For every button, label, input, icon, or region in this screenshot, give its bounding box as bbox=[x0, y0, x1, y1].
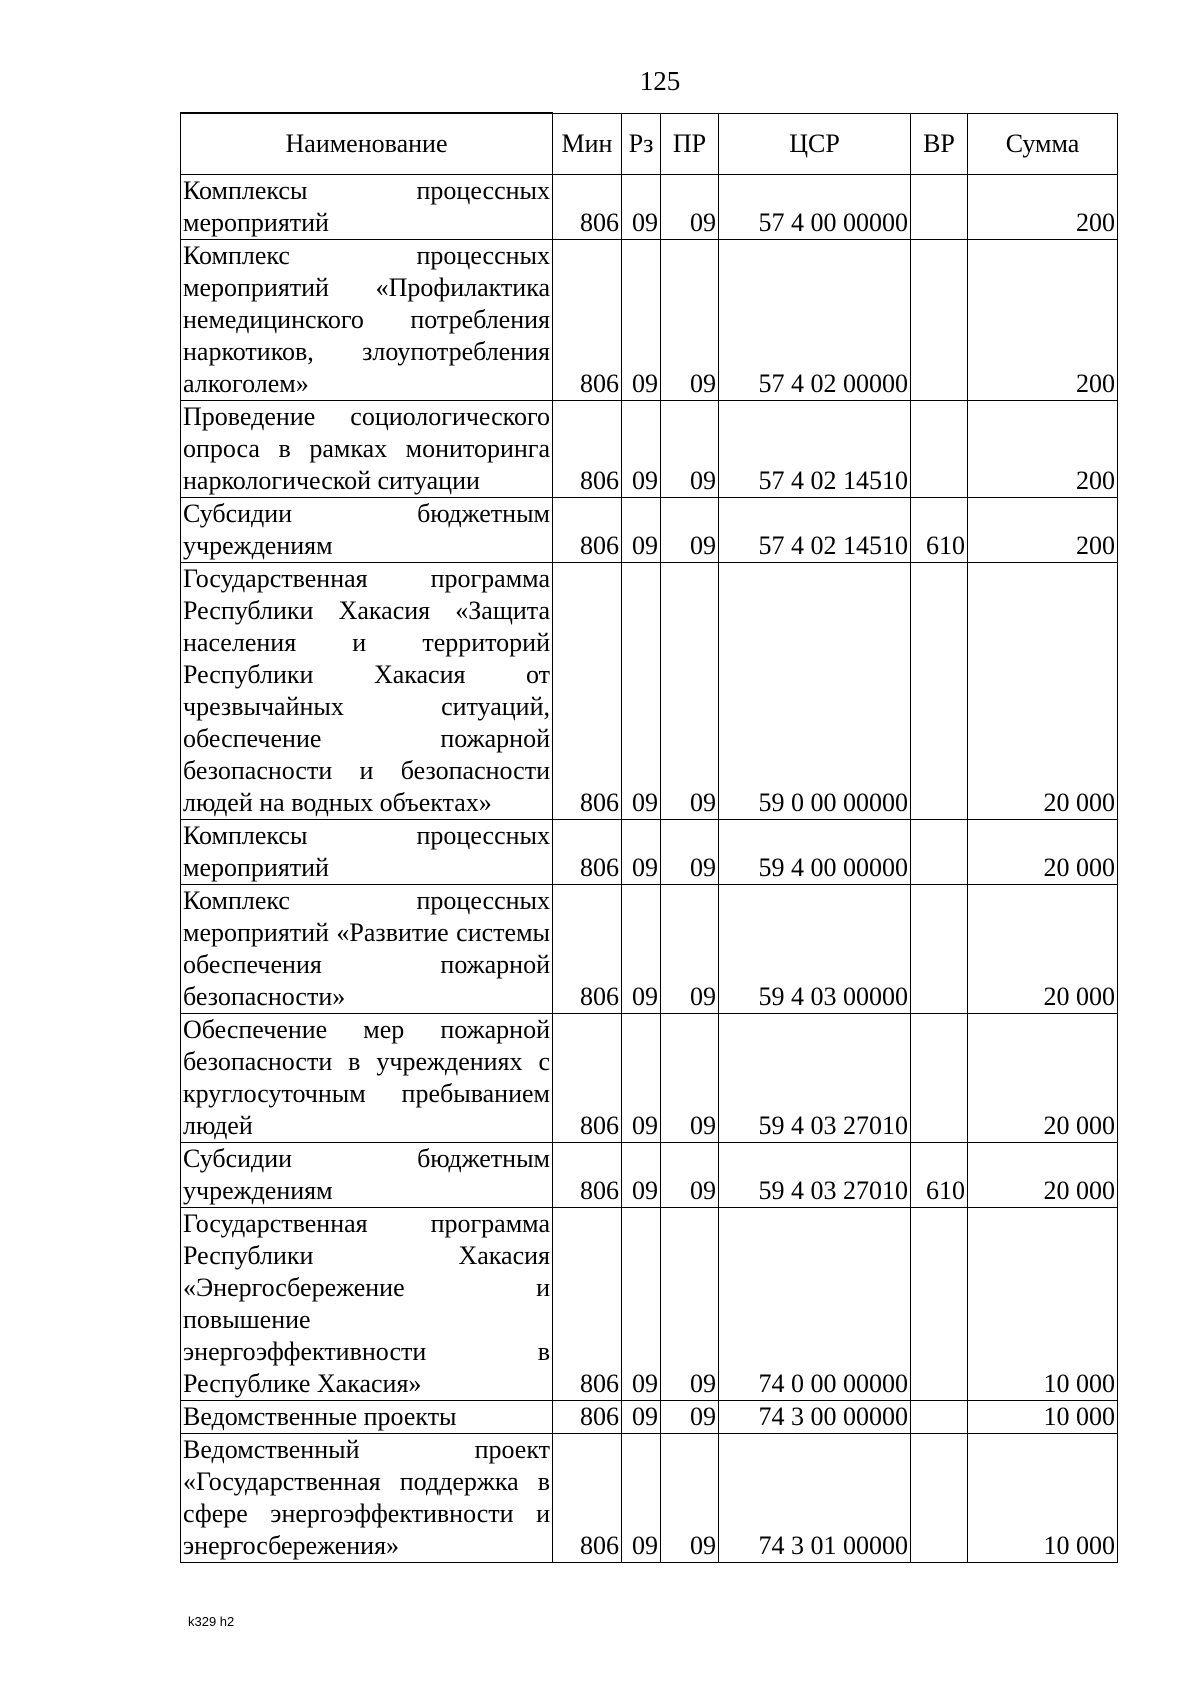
row-min: 806 bbox=[553, 498, 622, 563]
row-vr bbox=[911, 885, 968, 1014]
row-sum: 20 000 bbox=[968, 1014, 1118, 1143]
row-name: Ведомственный проект «Государственная поддержка в сфере энергоэффективности и энергосбережения» bbox=[181, 1434, 553, 1563]
row-min: 806 bbox=[553, 401, 622, 498]
row-min: 806 bbox=[553, 1208, 622, 1401]
row-csr: 59 4 03 27010 bbox=[719, 1014, 911, 1143]
row-rz: 09 bbox=[622, 401, 661, 498]
row-sum: 200 bbox=[968, 240, 1118, 401]
row-vr: 610 bbox=[911, 1143, 968, 1208]
row-min: 806 bbox=[553, 885, 622, 1014]
row-name: Субсидии бюджетным учреждениям bbox=[181, 1143, 553, 1208]
row-pr: 09 bbox=[661, 1401, 719, 1434]
row-min: 806 bbox=[553, 240, 622, 401]
row-name: Государственная программа Республики Хакасия «Энергосбережение и повышение энергоэффективности в Республике Хакасия» bbox=[181, 1208, 553, 1401]
row-csr: 74 3 01 00000 bbox=[719, 1434, 911, 1563]
row-name: Проведение социологического опроса в рамках мониторинга наркологической ситуации bbox=[181, 401, 553, 498]
row-rz: 09 bbox=[622, 885, 661, 1014]
row-rz: 09 bbox=[622, 240, 661, 401]
row-pr: 09 bbox=[661, 498, 719, 563]
row-vr bbox=[911, 563, 968, 820]
row-sum: 200 bbox=[968, 175, 1118, 240]
row-vr bbox=[911, 1434, 968, 1563]
row-pr: 09 bbox=[661, 563, 719, 820]
row-min: 806 bbox=[553, 563, 622, 820]
table-row bbox=[181, 1208, 1118, 1401]
row-min: 806 bbox=[553, 1143, 622, 1208]
row-vr bbox=[911, 175, 968, 240]
row-csr: 57 4 00 00000 bbox=[719, 175, 911, 240]
row-csr: 59 0 00 00000 bbox=[719, 563, 911, 820]
row-vr bbox=[911, 240, 968, 401]
table-row bbox=[181, 1434, 1118, 1563]
row-name: Обеспечение мер пожарной безопасности в учреждениях с круглосуточным пребыванием людей bbox=[181, 1014, 553, 1143]
row-vr bbox=[911, 1401, 968, 1434]
row-rz: 09 bbox=[622, 1014, 661, 1143]
row-rz: 09 bbox=[622, 1434, 661, 1563]
row-rz: 09 bbox=[622, 1208, 661, 1401]
row-vr bbox=[911, 1014, 968, 1143]
row-min: 806 bbox=[553, 1014, 622, 1143]
row-vr bbox=[911, 401, 968, 498]
row-rz: 09 bbox=[622, 563, 661, 820]
row-vr: 610 bbox=[911, 498, 968, 563]
row-name: Ведомственные проекты bbox=[181, 1401, 553, 1434]
row-rz: 09 bbox=[622, 1143, 661, 1208]
row-min: 806 bbox=[553, 1434, 622, 1563]
budget-table bbox=[180, 112, 1118, 1563]
row-pr: 09 bbox=[661, 401, 719, 498]
footer-code: k329 h2 bbox=[188, 1614, 235, 1629]
row-pr: 09 bbox=[661, 885, 719, 1014]
table-body bbox=[181, 175, 1118, 1563]
row-sum: 20 000 bbox=[968, 563, 1118, 820]
row-pr: 09 bbox=[661, 240, 719, 401]
row-csr: 74 3 00 00000 bbox=[719, 1401, 911, 1434]
row-sum: 20 000 bbox=[968, 885, 1118, 1014]
table-row bbox=[181, 401, 1118, 498]
table-header bbox=[181, 113, 1118, 175]
row-name: Комплекс процессных мероприятий «Развитие системы обеспечения пожарной безопасности» bbox=[181, 885, 553, 1014]
row-pr: 09 bbox=[661, 1014, 719, 1143]
row-rz: 09 bbox=[622, 498, 661, 563]
row-sum: 20 000 bbox=[968, 820, 1118, 885]
row-pr: 09 bbox=[661, 1208, 719, 1401]
header-sum: Сумма bbox=[968, 113, 1118, 175]
row-rz: 09 bbox=[622, 175, 661, 240]
row-vr bbox=[911, 1208, 968, 1401]
row-sum: 10 000 bbox=[968, 1434, 1118, 1563]
row-rz: 09 bbox=[622, 820, 661, 885]
row-min: 806 bbox=[553, 820, 622, 885]
row-sum: 20 000 bbox=[968, 1143, 1118, 1208]
page-number: 125 bbox=[639, 66, 681, 96]
row-csr: 59 4 03 00000 bbox=[719, 885, 911, 1014]
row-name: Субсидии бюджетным учреждениям bbox=[181, 498, 553, 563]
table-row bbox=[181, 1143, 1118, 1208]
table-row bbox=[181, 240, 1118, 401]
row-sum: 10 000 bbox=[968, 1401, 1118, 1434]
row-csr: 57 4 02 00000 bbox=[719, 240, 911, 401]
row-pr: 09 bbox=[661, 820, 719, 885]
row-name: Комплексы процессных мероприятий bbox=[181, 175, 553, 240]
row-csr: 57 4 02 14510 bbox=[719, 498, 911, 563]
table-row bbox=[181, 1401, 1118, 1434]
header-min: Мин bbox=[553, 113, 622, 175]
header-name: Наименование bbox=[181, 113, 553, 175]
row-name: Комплекс процессных мероприятий «Профилактика немедицинского потребления наркотиков, злоупотребления алкоголем» bbox=[181, 240, 553, 401]
row-sum: 10 000 bbox=[968, 1208, 1118, 1401]
header-csr: ЦСР bbox=[719, 113, 911, 175]
table-row bbox=[181, 1014, 1118, 1143]
row-csr: 59 4 03 27010 bbox=[719, 1143, 911, 1208]
row-name: Государственная программа Республики Хакасия «Защита населения и территорий Республики Хакасия от чрезвычайных ситуаций, обеспечение пожарной безопасности и безопасности людей на водных объектах» bbox=[181, 563, 553, 820]
table-row bbox=[181, 820, 1118, 885]
row-csr: 59 4 00 00000 bbox=[719, 820, 911, 885]
header-vr: ВР bbox=[911, 113, 968, 175]
row-sum: 200 bbox=[968, 498, 1118, 563]
row-pr: 09 bbox=[661, 1143, 719, 1208]
table-row bbox=[181, 563, 1118, 820]
row-csr: 74 0 00 00000 bbox=[719, 1208, 911, 1401]
row-csr: 57 4 02 14510 bbox=[719, 401, 911, 498]
row-vr bbox=[911, 820, 968, 885]
table-row bbox=[181, 885, 1118, 1014]
row-min: 806 bbox=[553, 175, 622, 240]
row-pr: 09 bbox=[661, 1434, 719, 1563]
header-pr: ПР bbox=[661, 113, 719, 175]
row-pr: 09 bbox=[661, 175, 719, 240]
row-name: Комплексы процессных мероприятий bbox=[181, 820, 553, 885]
row-min: 806 bbox=[553, 1401, 622, 1434]
table-row bbox=[181, 498, 1118, 563]
row-sum: 200 bbox=[968, 401, 1118, 498]
header-rz: Рз bbox=[622, 113, 661, 175]
row-rz: 09 bbox=[622, 1401, 661, 1434]
table-row bbox=[181, 175, 1118, 240]
